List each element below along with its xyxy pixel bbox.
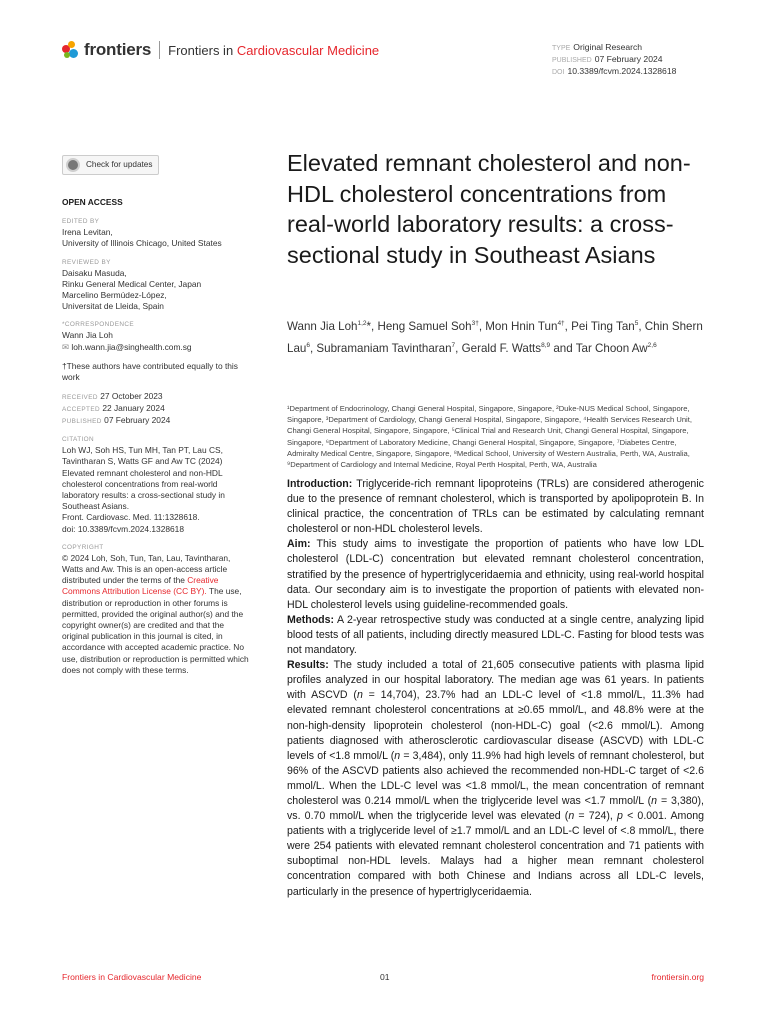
edited-by-label: EDITED BY [62, 218, 100, 226]
published-date: 07 February 2024 [104, 415, 171, 426]
edited-by-section [62, 217, 252, 249]
author-list: Wann Jia Loh$^{1,2}$*, Heng Samuel Soh$^{3\dagger}$, Mon Hnin Tun$^{4\dagger}$, Pei Ting Tan$^5$, Chin Shern Lau$^6$, Subramaniam Tavintharan$^7$, Gerald F. Watts$^{8,9}$ and Tar Choon Aw$^{2,6}$ [287, 319, 703, 355]
journal-logo[interactable] [62, 40, 379, 60]
doi-link[interactable]: 10.3389/fcvm.2024.1328618 [567, 66, 677, 76]
reviewed-by-section [62, 258, 252, 313]
doi-label: DOI [552, 69, 565, 76]
footer-journal[interactable]: Frontiers in Cardiovascular Medicine [62, 972, 202, 982]
type-value: Original Research [573, 42, 643, 52]
citation-text: Loh WJ, Soh HS, Tun MH, Tan PT, Lau CS, Tavintharan S, Watts GF and Aw TC (2024) Elevated remnant cholesterol and non-HDL cholesterol concentrations from real-world laboratory results: a cross-sectional study in Southeast Asians. [62, 445, 225, 512]
page-header [62, 38, 708, 76]
reviewer-affiliation: Universitat de Lleida, Spain [62, 301, 164, 312]
article-title: Elevated remnant cholesterol and non-HDL cholesterol concentrations from real-world laboratory results: a cross-sectional study in Southeast Asians [287, 150, 691, 268]
open-access-label: OPEN ACCESS [62, 197, 123, 207]
equal-contribution-note: †These authors have contributed equally to this work [62, 360, 238, 383]
check-updates-button[interactable] [62, 155, 159, 175]
results-heading: Results: [287, 659, 329, 672]
correspondence-email[interactable]: loh.wann.jia@singhealth.com.sg [71, 341, 192, 352]
page-number: 01 [380, 972, 390, 982]
published-label: PUBLISHED [62, 418, 102, 426]
sidebar [62, 155, 252, 684]
footer-site-link[interactable]: frontiersin.org [651, 972, 704, 982]
editor-name: Irena Levitan, [62, 227, 113, 238]
journal-name: Cardiovascular Medicine [236, 42, 380, 58]
editor-affiliation: University of Illinois Chicago, United States [62, 238, 222, 249]
copyright-text [62, 553, 252, 676]
type-label: TYPE [552, 45, 571, 52]
logo-divider [159, 41, 160, 59]
copyright-part-1: © 2024 Loh, Soh, Tun, Tan, Lau, Tavintharan, Watts and Aw. This is an open-access article distributed under the terms of the [62, 552, 231, 586]
license-link[interactable]: Creative Commons Attribution License (CC BY). [62, 575, 219, 597]
reviewer-affiliation: Rinku General Medical Center, Japan [62, 278, 202, 289]
email-icon: ✉ [62, 341, 72, 352]
abstract-results: Results: The study included a total of 21,605 consecutive patients with plasma lipid profiles analyzed in our hospital laboratory. The median age was 61 years. In patients with ASCVD (n = 14,704), 23.7% had an LDL-C level of <1.8 mmol/L, 11.3% had elevated remnant cholesterol concentrations at ≥0.65 mmol/L, and 48.8% were at the non-high-density lipoprotein cholesterol (non-HDL-C) goal (<2.6 mmol/L). Among patients diagnosed with atherosclerotic cardiovascular disease (ASCVD) with LDL-C levels of <1.8 mmol/L (n = 3,484), only 11.9% had high levels of remnant cholesterol, but 96% of the ASCVD patients also achieved the recommended non-HDL-C target of <2.6 mmol/L. When the LDL-C level was <1.8 mmol/L, the mean concentration of remnant cholesterol was 0.214 mmol/L when the triglyceride level was <1.7 mmol/L (n = 3,380), vs. 0.70 mmol/L when the triglyceride level was elevated (n = 724), p < 0.001. Among patients with a triglyceride level of ≥1.7 mmol/L and an LDL-C level of <.8 mmol/L, there were 254 patients with elevated remnant cholesterol concentration and 71 patients with suboptimal non-HDL levels. Malays had a higher mean remnant cholesterol concentration compared with both Chinese and Indians across all LDL-C levels, particularly in the presence of hypertriglyceridaemia. [287, 659, 705, 898]
copyright-section [62, 543, 252, 676]
correspondence-label: *CORRESPONDENCE [62, 321, 135, 329]
abstract [287, 477, 704, 900]
methods-heading: Methods: [287, 613, 335, 626]
abstract-introduction [287, 477, 704, 537]
copyright-label: COPYRIGHT [62, 543, 104, 551]
correspondence-section [62, 320, 252, 352]
frontiers-logo-icon [62, 41, 80, 59]
methods-text: A 2-year retrospective study was conducted at a single centre, analyzing lipid blood tests of all patients, including directly measured LDL-C. Fasting for blood tests was not mandatory. [287, 613, 705, 657]
introduction-text: Triglyceride-rich remnant lipoproteins (TRLs) are considered atherogenic due to the presence of remnant cholesterol, which is transported by apolipoprotein B. In clinical practice, the concentration of TRLs can be estimated by calculating remnant cholesterol or non-HDL cholesterol levels. [287, 478, 704, 536]
brand-name: frontiers [84, 40, 152, 59]
updates-icon [66, 158, 80, 172]
article-meta [552, 42, 676, 78]
journal-prefix: Frontiers in [168, 42, 234, 58]
abstract-aim [287, 537, 704, 612]
accepted-label: ACCEPTED [62, 406, 100, 414]
published-label: PUBLISHED [552, 57, 592, 64]
dates-section [62, 391, 252, 427]
reviewed-by-label: REVIEWED BY [62, 258, 111, 266]
published-value: 07 February 2024 [594, 54, 663, 64]
received-date: 27 October 2023 [100, 391, 163, 402]
citation-label: CITATION [62, 436, 95, 444]
check-updates-label: Check for updates [86, 160, 153, 170]
aim-heading: Aim: [287, 538, 311, 551]
citation-doi[interactable]: doi: 10.3389/fcvm.2024.1328618 [62, 523, 184, 534]
correspondence-name: Wann Jia Loh [62, 330, 113, 341]
abstract-methods [287, 613, 704, 658]
citation-section [62, 435, 252, 535]
reviewer-name: Marcelino Bermúdez-López, [62, 290, 167, 301]
aim-text: This study aims to investigate the proportion of patients who have low LDL cholesterol (LDL-C) concentration but elevated remnant cholesterol concentration, stratified by the presence of hypertriglyceridaemia and ethnicity, using real-world hospital data. Our secondary aim is to investigate the proportion of patients with elevated non-HDL cholesterol levels using guideline-recommended goals. [287, 538, 704, 611]
copyright-part-2: The use, distribution or reproduction in other forums is permitted, provided the original author(s) and the copyright owner(s) are credited and that the original publication in this journal is cited, in accordance with accepted academic practice. No use, distribution or reproduction is permitted which does not comply with these terms. [62, 586, 249, 675]
accepted-date: 22 January 2024 [102, 403, 165, 414]
journal-title [168, 43, 379, 58]
reviewer-name: Daisaku Masuda, [62, 267, 127, 278]
affiliations: ¹Department of Endocrinology, Changi General Hospital, Singapore, Singapore, ²Duke-NUS Medical School, Singapore, Singapore, ³Department of Cardiology, Changi General Hospital, Singapore, Singapore, ⁴Health Services Research Unit, Changi General Hospital, Singapore, Singapore, ⁵Clinical Trial and Research Unit, Changi General Hospital, Singapore, Singapore, ⁶Department of Laboratory Medicine, Changi General Hospital, Singapore, Singapore, ⁷Diabetes Centre, Admiralty Medical Centre, Singapore, Singapore, ⁸Medical School, University of Western Australia, Perth, WA, Australia, ⁹Department of Cardiology and Internal Medicine, Royal Perth Hospital, Perth, WA, Australia [287, 404, 692, 470]
introduction-heading: Introduction: [287, 478, 353, 490]
citation-journal: Front. Cardiovasc. Med. 11:1328618. [62, 512, 200, 523]
received-label: RECEIVED [62, 394, 98, 402]
